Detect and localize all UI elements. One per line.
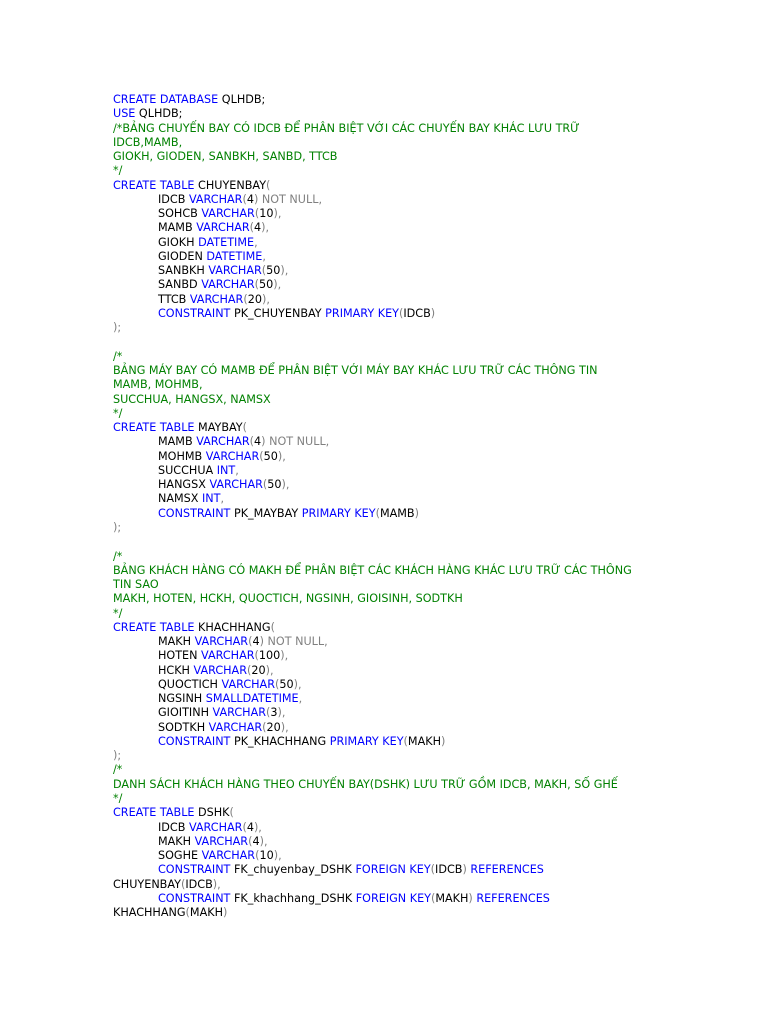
blank-line bbox=[113, 535, 753, 549]
sql-identifier: MAMB bbox=[158, 221, 197, 235]
sql-punctuation: ( bbox=[430, 891, 436, 905]
sql-punctuation: ), bbox=[293, 677, 302, 691]
sql-punctuation: ), bbox=[273, 849, 282, 863]
sql-identifier: 50 bbox=[266, 264, 281, 278]
sql-comment: */ bbox=[113, 606, 123, 620]
sql-identifier: DSHK bbox=[194, 806, 230, 820]
code-line bbox=[113, 179, 753, 193]
code-line bbox=[113, 692, 753, 706]
sql-comment: IDCB,MAMB, bbox=[113, 135, 183, 149]
sql-identifier: IDCB bbox=[403, 306, 431, 320]
code-line bbox=[113, 635, 753, 649]
sql-punctuation: ), bbox=[273, 207, 282, 221]
code-line bbox=[113, 721, 753, 735]
sql-comment: GIOKH, GIODEN, SANBKH, SANBD, TTCB bbox=[113, 150, 338, 164]
sql-keyword: VARCHAR bbox=[193, 663, 247, 677]
sql-identifier: MOHMB bbox=[158, 449, 206, 463]
code-line bbox=[113, 749, 753, 763]
code-line bbox=[113, 350, 753, 364]
sql-comment: TIN SAO bbox=[113, 578, 159, 592]
sql-identifier: IDCB bbox=[158, 192, 189, 206]
sql-punctuation: ) bbox=[462, 863, 471, 877]
sql-punctuation: ), bbox=[281, 478, 290, 492]
sql-punctuation: ( bbox=[262, 478, 268, 492]
code-line bbox=[113, 821, 753, 835]
sql-keyword: INT bbox=[216, 463, 236, 477]
code-line bbox=[113, 164, 753, 178]
sql-identifier: SANBD bbox=[158, 278, 202, 292]
sql-punctuation: ( bbox=[242, 421, 247, 435]
sql-comment: */ bbox=[113, 406, 123, 420]
sql-keyword: VARCHAR bbox=[196, 435, 250, 449]
code-line bbox=[113, 507, 753, 521]
sql-punctuation: ( bbox=[242, 820, 247, 834]
sql-punctuation: ) NOT NULL, bbox=[253, 192, 323, 206]
sql-punctuation: ( bbox=[262, 720, 267, 734]
sql-keyword: CONSTRAINT bbox=[158, 734, 231, 748]
sql-identifier: MAYBAY bbox=[194, 421, 243, 435]
sql-keyword: VARCHAR bbox=[188, 192, 243, 206]
sql-identifier: 10 bbox=[259, 849, 274, 863]
sql-punctuation: , bbox=[298, 692, 303, 706]
sql-punctuation: ); bbox=[113, 749, 122, 763]
sql-comment: SUCCHUA, HANGSX, NAMSX bbox=[113, 392, 271, 406]
sql-keyword: DATETIME bbox=[206, 249, 263, 263]
sql-keyword: VARCHAR bbox=[201, 278, 255, 292]
sql-punctuation: ( bbox=[229, 806, 234, 820]
sql-identifier: SODTKH bbox=[158, 720, 209, 734]
code-line bbox=[113, 492, 753, 506]
sql-keyword: VARCHAR bbox=[208, 720, 263, 734]
code-line bbox=[113, 450, 753, 464]
code-line bbox=[113, 378, 753, 392]
sql-punctuation: , bbox=[220, 492, 225, 506]
sql-identifier: 4 bbox=[246, 820, 254, 834]
code-line bbox=[113, 136, 753, 150]
sql-identifier: QUOCTICH bbox=[158, 677, 222, 691]
sql-identifier: 100 bbox=[258, 649, 281, 663]
code-line bbox=[113, 122, 753, 136]
sql-keyword: VARCHAR bbox=[201, 649, 255, 663]
code-line bbox=[113, 278, 753, 292]
sql-punctuation: ), bbox=[261, 221, 270, 235]
sql-punctuation: ), bbox=[261, 292, 270, 306]
sql-keyword: VARCHAR bbox=[196, 221, 250, 235]
code-line bbox=[113, 435, 753, 449]
sql-identifier: GIOITINH bbox=[158, 706, 213, 720]
sql-comment: */ bbox=[113, 792, 123, 806]
sql-punctuation: ( bbox=[275, 677, 280, 691]
code-line bbox=[113, 678, 753, 692]
sql-punctuation: ) bbox=[440, 734, 446, 748]
sql-identifier: QLHDB; bbox=[218, 93, 266, 106]
sql-punctuation: ( bbox=[430, 863, 436, 877]
code-line bbox=[113, 706, 753, 720]
sql-identifier: 3 bbox=[270, 706, 278, 720]
sql-keyword: INT bbox=[202, 492, 221, 506]
sql-keyword: CREATE TABLE bbox=[113, 806, 195, 820]
sql-punctuation: , bbox=[254, 235, 258, 249]
sql-identifier: MAKH bbox=[158, 635, 195, 649]
sql-keyword: VARCHAR bbox=[221, 677, 275, 691]
sql-keyword: VARCHAR bbox=[209, 478, 263, 492]
sql-identifier: 20 bbox=[266, 720, 281, 734]
sql-identifier: 20 bbox=[247, 292, 262, 306]
sql-punctuation: ( bbox=[259, 449, 264, 463]
sql-identifier: FK_chuyenbay_DSHK bbox=[230, 863, 356, 877]
code-line bbox=[113, 150, 753, 164]
sql-punctuation: ( bbox=[270, 620, 275, 634]
sql-punctuation: ( bbox=[375, 506, 380, 520]
sql-comment: MAKH, HOTEN, HCKH, QUOCTICH, NGSINH, GIOISINH, SODTKH bbox=[113, 592, 463, 606]
sql-identifier: 4 bbox=[252, 834, 260, 848]
sql-comment: */ bbox=[113, 164, 123, 178]
sql-keyword: VARCHAR bbox=[212, 706, 267, 720]
sql-keyword: CREATE TABLE bbox=[113, 178, 195, 192]
sql-punctuation: ( bbox=[242, 192, 247, 206]
sql-identifier: 4 bbox=[252, 635, 260, 649]
code-line bbox=[113, 664, 753, 678]
sql-identifier: IDCB bbox=[435, 863, 463, 877]
sql-punctuation: ( bbox=[403, 734, 408, 748]
code-line bbox=[113, 293, 753, 307]
code-line bbox=[113, 236, 753, 250]
sql-keyword: PRIMARY KEY bbox=[301, 506, 376, 520]
code-line bbox=[113, 763, 753, 777]
sql-punctuation: ( bbox=[249, 435, 255, 449]
code-line bbox=[113, 207, 753, 221]
sql-punctuation: ), bbox=[277, 706, 286, 720]
sql-identifier: HOTEN bbox=[158, 649, 202, 663]
sql-punctuation: ( bbox=[261, 264, 267, 278]
sql-punctuation: ( bbox=[254, 649, 259, 663]
sql-keyword: DATETIME bbox=[198, 235, 255, 249]
sql-identifier: IDCB bbox=[185, 877, 213, 891]
sql-identifier: PK_KHACHHANG bbox=[230, 734, 330, 748]
sql-keyword: PRIMARY KEY bbox=[329, 734, 404, 748]
code-line bbox=[113, 221, 753, 235]
sql-punctuation: ( bbox=[254, 278, 260, 292]
sql-keyword: CONSTRAINT bbox=[158, 891, 231, 905]
code-line bbox=[113, 792, 753, 806]
sql-identifier: MAKH bbox=[435, 891, 469, 905]
sql-identifier: MAKH bbox=[158, 834, 195, 848]
code-line bbox=[113, 421, 753, 435]
sql-keyword: VARCHAR bbox=[201, 207, 255, 221]
sql-punctuation: ( bbox=[248, 635, 253, 649]
code-line bbox=[113, 550, 753, 564]
sql-punctuation: ( bbox=[266, 706, 271, 720]
code-line bbox=[113, 264, 753, 278]
code-line bbox=[113, 621, 753, 635]
sql-identifier: PK_CHUYENBAY bbox=[230, 306, 326, 320]
sql-identifier: CHUYENBAY bbox=[194, 178, 267, 192]
sql-keyword: USE bbox=[113, 107, 136, 121]
sql-comment: DANH SÁCH KHÁCH HÀNG THEO CHUYẾN BAY(DSHK) LƯU TRỮ GỒM IDCB, MAKH, SỐ GHẾ bbox=[113, 777, 618, 791]
code-line bbox=[113, 863, 753, 877]
sql-identifier: PK_MAYBAY bbox=[230, 506, 302, 520]
sql-document bbox=[113, 93, 753, 920]
sql-keyword: VARCHAR bbox=[189, 292, 244, 306]
sql-identifier: MAMB bbox=[158, 435, 197, 449]
sql-keyword: SMALLDATETIME bbox=[205, 692, 299, 706]
code-line bbox=[113, 250, 753, 264]
code-line bbox=[113, 564, 753, 578]
blank-line bbox=[113, 336, 753, 350]
sql-keyword: CONSTRAINT bbox=[158, 306, 231, 320]
sql-identifier: TTCB bbox=[158, 292, 190, 306]
sql-punctuation: ); bbox=[113, 321, 122, 335]
code-line bbox=[113, 592, 753, 606]
code-line bbox=[113, 478, 753, 492]
sql-punctuation: ), bbox=[280, 649, 289, 663]
sql-keyword: CONSTRAINT bbox=[158, 863, 231, 877]
sql-identifier: KHACHHANG bbox=[194, 620, 271, 634]
sql-identifier: HCKH bbox=[158, 663, 194, 677]
code-line bbox=[113, 307, 753, 321]
sql-identifier: SOGHE bbox=[158, 849, 202, 863]
sql-identifier: GIODEN bbox=[158, 249, 207, 263]
sql-identifier: GIOKH bbox=[158, 235, 199, 249]
sql-punctuation: ) bbox=[414, 506, 419, 520]
sql-keyword: VARCHAR bbox=[194, 635, 249, 649]
sql-keyword: REFERENCES bbox=[470, 863, 544, 877]
sql-keyword: CONSTRAINT bbox=[158, 506, 231, 520]
code-line bbox=[113, 607, 753, 621]
sql-identifier: QLHDB; bbox=[135, 107, 183, 121]
code-line bbox=[113, 93, 753, 107]
sql-identifier: IDCB bbox=[158, 820, 189, 834]
sql-keyword: VARCHAR bbox=[188, 820, 243, 834]
sql-comment: /* bbox=[113, 549, 123, 563]
sql-identifier: HANGSX bbox=[158, 478, 210, 492]
sql-punctuation: ), bbox=[277, 449, 286, 463]
sql-identifier: 4 bbox=[254, 435, 262, 449]
sql-keyword: PRIMARY KEY bbox=[325, 306, 399, 320]
code-line bbox=[113, 578, 753, 592]
sql-identifier: KHACHHANG bbox=[113, 906, 186, 920]
sql-punctuation: ) NOT NULL, bbox=[259, 635, 328, 649]
sql-punctuation: ), bbox=[212, 877, 221, 891]
sql-punctuation: ) bbox=[222, 906, 228, 920]
sql-punctuation: ) NOT NULL, bbox=[261, 435, 330, 449]
sql-comment: /* bbox=[113, 763, 123, 777]
sql-punctuation: , bbox=[235, 463, 239, 477]
sql-comment: BẢNG MÁY BAY CÓ MAMB ĐỂ PHÂN BIỆT VỚI MÁY BAY KHÁC LƯU TRỮ CÁC THÔNG TIN bbox=[113, 364, 598, 378]
code-line bbox=[113, 649, 753, 663]
sql-comment: BẢNG KHÁCH HÀNG CÓ MAKH ĐỂ PHÂN BIỆT CÁC KHÁCH HÀNG KHÁC LƯU TRỮ CÁC THÔNG bbox=[113, 563, 632, 577]
sql-identifier: MAKH bbox=[407, 734, 441, 748]
sql-punctuation: ( bbox=[398, 306, 404, 320]
sql-identifier: 50 bbox=[259, 278, 274, 292]
sql-punctuation: ( bbox=[255, 849, 260, 863]
code-line bbox=[113, 521, 753, 535]
sql-identifier: SOHCB bbox=[158, 207, 202, 221]
code-line bbox=[113, 906, 753, 920]
sql-punctuation: ), bbox=[253, 820, 262, 834]
code-line bbox=[113, 778, 753, 792]
code-line bbox=[113, 107, 753, 121]
code-line bbox=[113, 407, 753, 421]
sql-punctuation: ), bbox=[280, 720, 289, 734]
sql-keyword: VARCHAR bbox=[201, 849, 256, 863]
sql-identifier: FK_khachhang_DSHK bbox=[230, 891, 356, 905]
sql-identifier: 20 bbox=[251, 663, 266, 677]
code-line bbox=[113, 735, 753, 749]
sql-comment: /* bbox=[113, 349, 123, 363]
sql-identifier: 50 bbox=[267, 478, 282, 492]
code-line bbox=[113, 849, 753, 863]
sql-keyword: CREATE TABLE bbox=[113, 620, 195, 634]
sql-keyword: FOREIGN KEY bbox=[355, 891, 431, 905]
code-line bbox=[113, 892, 753, 906]
sql-punctuation: ), bbox=[265, 663, 274, 677]
sql-identifier: 50 bbox=[279, 677, 294, 691]
sql-identifier: 10 bbox=[259, 207, 274, 221]
code-line bbox=[113, 806, 753, 820]
sql-punctuation: ( bbox=[243, 292, 248, 306]
sql-identifier: 4 bbox=[254, 221, 262, 235]
code-line bbox=[113, 835, 753, 849]
sql-identifier: SANBKH bbox=[158, 264, 209, 278]
code-line bbox=[113, 393, 753, 407]
sql-identifier: MAKH bbox=[189, 906, 223, 920]
sql-keyword: REFERENCES bbox=[476, 891, 550, 905]
sql-punctuation: ( bbox=[266, 178, 271, 192]
sql-punctuation: ), bbox=[259, 834, 268, 848]
sql-identifier: MAMB bbox=[379, 506, 415, 520]
sql-punctuation: ( bbox=[248, 834, 253, 848]
sql-identifier: SUCCHUA bbox=[158, 463, 217, 477]
sql-punctuation: ), bbox=[280, 264, 289, 278]
sql-keyword: CREATE TABLE bbox=[113, 421, 195, 435]
sql-punctuation: ) bbox=[430, 306, 436, 320]
code-line bbox=[113, 321, 753, 335]
sql-punctuation: ); bbox=[113, 520, 122, 534]
sql-punctuation: ( bbox=[185, 906, 190, 920]
sql-punctuation: ( bbox=[180, 877, 186, 891]
code-line bbox=[113, 193, 753, 207]
sql-punctuation: ), bbox=[273, 278, 282, 292]
sql-punctuation: ) bbox=[468, 891, 477, 905]
sql-comment: /*BẢNG CHUYẾN BAY CÓ IDCB ĐỂ PHÂN BIỆT VỚI CÁC CHUYẾN BAY KHÁC LƯU TRỮ bbox=[113, 121, 580, 135]
sql-identifier: NGSINH bbox=[158, 692, 206, 706]
sql-punctuation: ( bbox=[249, 221, 255, 235]
sql-comment: MAMB, MOHMB, bbox=[113, 378, 203, 392]
sql-punctuation: ( bbox=[254, 207, 260, 221]
sql-identifier: NAMSX bbox=[158, 492, 202, 506]
sql-keyword: VARCHAR bbox=[194, 834, 249, 848]
sql-keyword: VARCHAR bbox=[205, 449, 260, 463]
code-line bbox=[113, 364, 753, 378]
sql-keyword: VARCHAR bbox=[208, 264, 262, 278]
sql-punctuation: , bbox=[262, 249, 266, 263]
sql-keyword: FOREIGN KEY bbox=[355, 863, 431, 877]
sql-keyword: CREATE DATABASE bbox=[113, 93, 219, 106]
sql-identifier: CHUYENBAY bbox=[113, 877, 181, 891]
code-line bbox=[113, 464, 753, 478]
code-line bbox=[113, 878, 753, 892]
sql-identifier: 4 bbox=[246, 192, 254, 206]
sql-identifier: 50 bbox=[263, 449, 278, 463]
sql-punctuation: ( bbox=[247, 663, 252, 677]
